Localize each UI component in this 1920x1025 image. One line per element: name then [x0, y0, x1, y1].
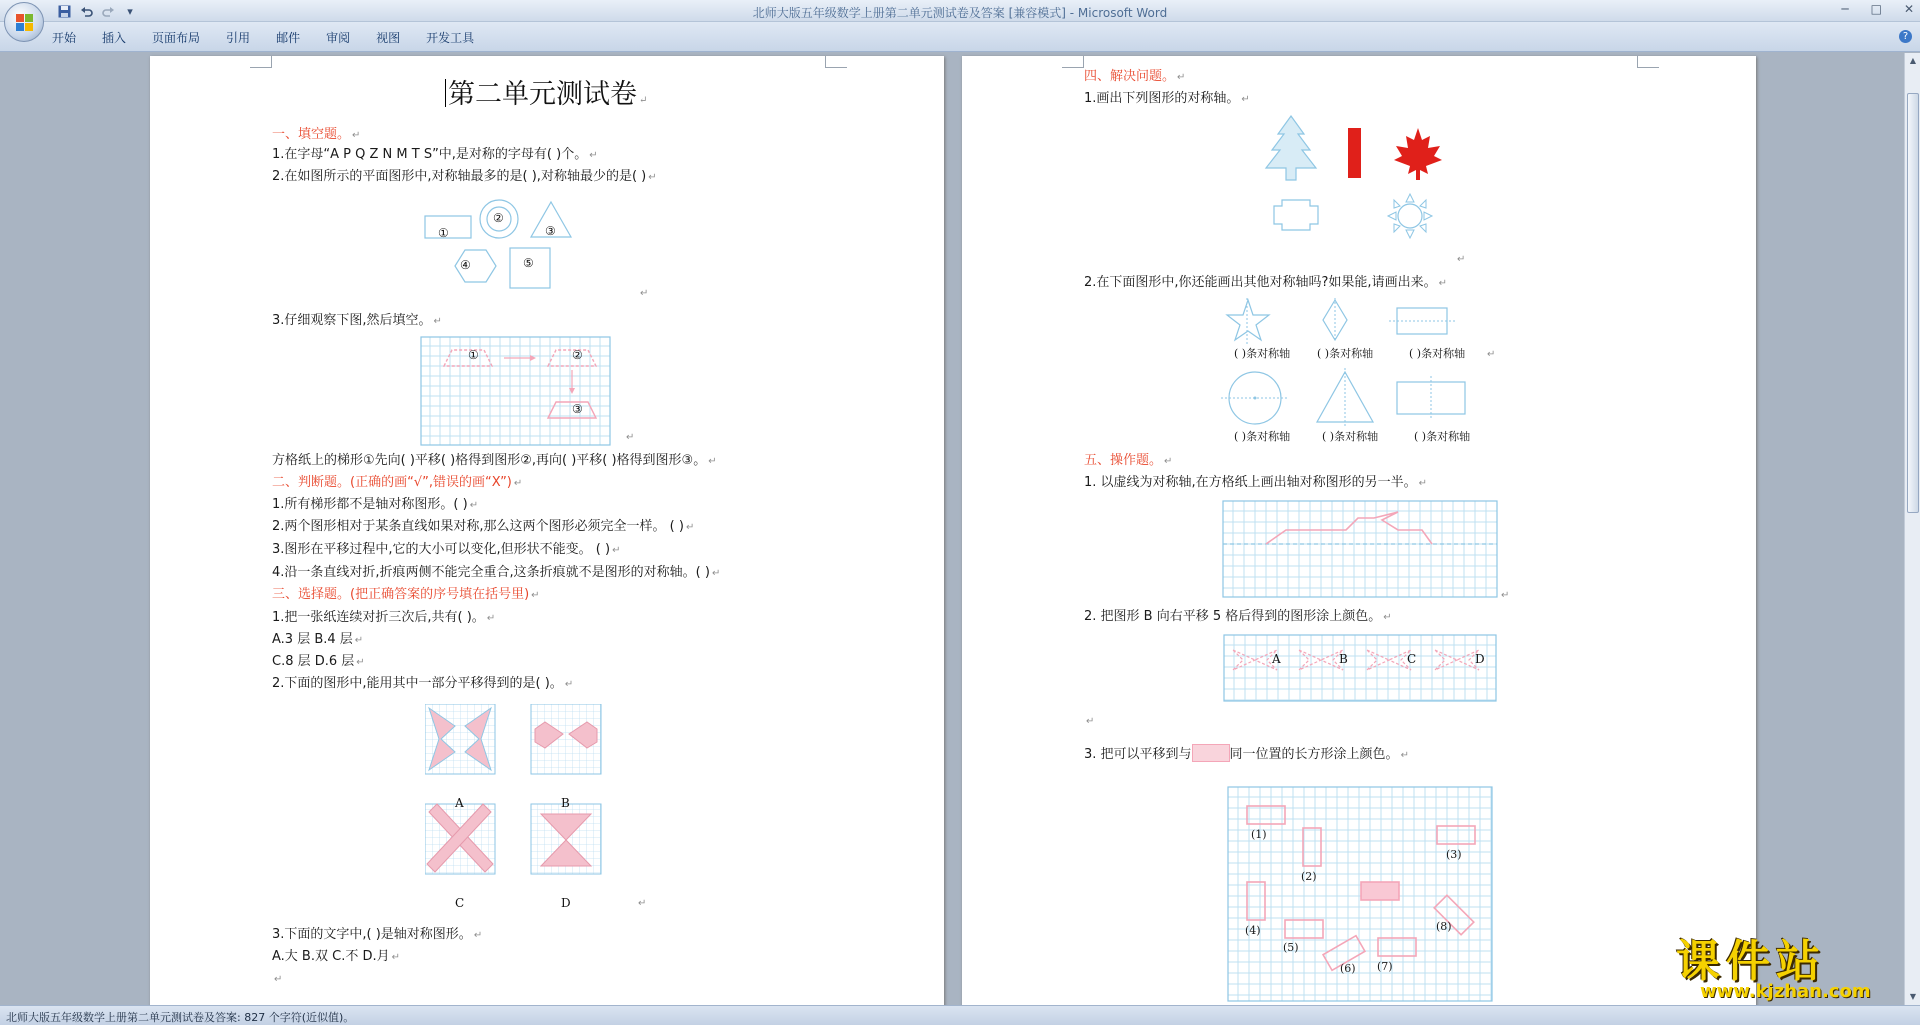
paragraph-mark-icon: ↵	[1457, 254, 1466, 265]
choice-2: 2.下面的图形中,能用其中一部分平移得到的是( )。 ↵	[272, 676, 574, 691]
rect-label-2: (2)	[1301, 870, 1317, 883]
tab-home[interactable]: 开始	[52, 31, 77, 45]
paragraph-mark-icon: ↵	[626, 432, 635, 443]
text-cursor	[445, 79, 446, 107]
operation-3: 3. 把可以平移到与 同一位置的长方形涂上颜色。 ↵	[1084, 744, 1409, 765]
axis-count-label: ( )条对称轴	[1317, 347, 1374, 360]
status-bar	[0, 1005, 1920, 1025]
choice-figure-b	[531, 704, 601, 774]
tab-mailings[interactable]: 邮件	[276, 31, 301, 45]
minimize-icon[interactable]: ─	[1841, 2, 1849, 16]
operation-1: 1. 以虚线为对称轴,在方格纸上画出轴对称图形的另一半。 ↵	[1084, 475, 1428, 490]
status-text: 北师大版五年级数学上册第二单元测试卷及答案: 827 个字符(近似值)。	[6, 1011, 355, 1024]
section-3-heading: 三、选择题。(把正确答案的序号填在括号里) ↵	[272, 587, 540, 602]
watermark-logo	[1670, 925, 1902, 1009]
star-figure	[1227, 300, 1269, 340]
paragraph-mark-icon: ↵	[274, 974, 283, 985]
symmetry-figures	[1262, 114, 1462, 264]
section-1-heading: 一、填空题。 ↵	[272, 127, 361, 142]
margin-corner	[1062, 56, 1084, 68]
rect-label-5: (5)	[1283, 941, 1299, 954]
tab-page-layout[interactable]: 页面布局	[152, 31, 201, 45]
rect-label-7: (7)	[1377, 960, 1393, 973]
axis-count-label: ( )条对称轴	[1322, 430, 1379, 443]
choice-2-figures	[425, 704, 635, 879]
rect-7	[1378, 938, 1416, 956]
translation-grid-figure	[420, 336, 620, 448]
tab-references[interactable]: 引用	[226, 31, 251, 45]
ribbon-tabs	[0, 22, 1920, 52]
choice-label-d: D	[561, 896, 571, 910]
choice-3: 3.下面的文字中,( )是轴对称图形。 ↵	[272, 927, 483, 942]
window-title: 北师大版五年级数学上册第二单元测试卷及答案 [兼容模式] - Microsoft Word	[752, 6, 1168, 20]
operation-2: 2. 把图形 B 向右平移 5 格后得到的图形涂上颜色。 ↵	[1084, 609, 1392, 624]
choice-figure-a	[425, 704, 495, 774]
rectangles-grid	[1227, 786, 1495, 1002]
section-4-heading: 四、解决问题。 ↵	[1084, 69, 1186, 84]
choice-label-c: C	[455, 896, 465, 910]
choice-figure-d	[531, 804, 601, 874]
shapes-figure	[420, 196, 590, 306]
target-rect-reference	[1361, 882, 1399, 900]
tree-figure	[1266, 116, 1316, 180]
rect-4	[1247, 882, 1265, 920]
page-title	[445, 78, 647, 118]
grid-label-3: ③	[572, 402, 583, 416]
margin-corner	[1637, 56, 1659, 68]
shape-label-3: ③	[545, 224, 556, 238]
grid-label-2: ②	[572, 348, 583, 362]
rect-2	[1303, 828, 1321, 866]
shape-label-5: ⑤	[523, 256, 534, 270]
problem-2: 2.在下面图形中,你还能画出其他对称轴吗?如果能,请画出来。 ↵	[1084, 275, 1447, 290]
paragraph-mark-icon: ↵	[1501, 590, 1510, 601]
axis-count-figures	[1217, 298, 1487, 438]
axis-count-label: ( )条对称轴	[1414, 430, 1471, 443]
choice-3-options: A.大 B.双 C.不 D.月 ↵	[272, 949, 400, 964]
margin-corner	[825, 56, 847, 68]
judge-3: 3.图形在平移过程中,它的大小可以变化,但形状不能变。 ( ) ↵	[272, 542, 621, 557]
paragraph-mark-icon: ↵	[1086, 716, 1095, 727]
rect-label-4: (4)	[1245, 924, 1261, 937]
paragraph-mark-icon: ↵	[638, 898, 647, 909]
page-2[interactable]	[962, 56, 1756, 1005]
sun-figure	[1388, 194, 1432, 238]
window-controls	[1841, 2, 1914, 16]
tab-developer[interactable]: 开发工具	[426, 31, 475, 45]
close-icon[interactable]: ✕	[1903, 2, 1914, 16]
scroll-up-icon[interactable]: ▲	[1909, 56, 1917, 65]
shape-label-2: ②	[493, 211, 504, 225]
problem-1: 1.画出下列图形的对称轴。 ↵	[1084, 91, 1250, 106]
section-2-heading: 二、判断题。(正确的画“√”,错误的画“X”) ↵	[272, 475, 523, 490]
judge-4: 4.沿一条直线对折,折痕两侧不能完全重合,这条折痕就不是图形的对称轴。( ) ↵	[272, 565, 721, 580]
tab-view[interactable]: 视图	[376, 31, 401, 45]
axis-count-label: ( )条对称轴	[1234, 430, 1291, 443]
office-button[interactable]	[4, 2, 44, 42]
paragraph-mark-icon: ↵	[640, 288, 649, 299]
translation-strip	[1223, 634, 1499, 702]
help-icon[interactable]: ?	[1899, 30, 1912, 43]
scroll-thumb[interactable]	[1907, 93, 1919, 513]
rect-label-3: (3)	[1446, 848, 1462, 861]
axis-count-label: ( )条对称轴	[1409, 347, 1466, 360]
document-area	[0, 53, 1904, 1005]
shape-label-1: ①	[438, 226, 449, 240]
choice-1: 1.把一张纸连续对折三次后,共有( )。 ↵	[272, 610, 496, 625]
office-logo-icon	[16, 14, 34, 32]
axis-count-label: ( )条对称轴	[1234, 347, 1291, 360]
paragraph-mark-icon: ↵	[1487, 349, 1496, 360]
rect-label-1: (1)	[1251, 828, 1267, 841]
watermark-url: www.kjzhan.com	[1700, 981, 1871, 1002]
page-title-text: 第二单元测试卷	[448, 79, 637, 110]
target-rectangle	[1192, 744, 1230, 762]
paragraph-mark-icon: ↵	[639, 95, 648, 106]
red-bar-figure	[1348, 128, 1361, 178]
grid-label-1: ①	[468, 348, 479, 362]
question-1-3: 3.仔细观察下图,然后填空。 ↵	[272, 313, 442, 328]
strip-label-c: C	[1407, 652, 1417, 666]
shape-label-4: ④	[460, 258, 471, 272]
section-5-heading: 五、操作题。 ↵	[1084, 453, 1173, 468]
choice-1-options-cd: C.8 层 D.6 层 ↵	[272, 654, 365, 669]
question-1-1: 1.在字母“A P Q Z N M T S”中,是对称的字母有( )个。 ↵	[272, 147, 598, 162]
title-bar	[0, 0, 1920, 22]
tab-insert[interactable]: 插入	[102, 31, 127, 45]
watermark-title: 课件站	[1676, 936, 1826, 987]
rect-label-8: (8)	[1436, 920, 1452, 933]
judge-2: 2.两个图形相对于某条直线如果对称,那么这两个图形必须完全一样。 ( ) ↵	[272, 519, 695, 534]
rect-1	[1247, 806, 1285, 824]
maximize-icon[interactable]: □	[1870, 2, 1882, 16]
judge-1: 1.所有梯形都不是轴对称图形。( ) ↵	[272, 497, 479, 512]
question-1-3-text: 方格纸上的梯形①先向( )平移( )格得到图形②,再向( )平移( )格得到图形③。 ↵	[272, 453, 717, 468]
scroll-down-icon[interactable]: ▼	[1909, 992, 1917, 1001]
cross-figure	[1274, 200, 1318, 230]
symmetry-grid	[1222, 500, 1502, 600]
qat-customize-icon[interactable]: ▾	[127, 4, 133, 18]
choice-figure-c	[425, 804, 495, 874]
page-1[interactable]	[150, 56, 944, 1005]
tab-review[interactable]: 审阅	[326, 31, 351, 45]
choice-1-options-ab: A.3 层 B.4 层 ↵	[272, 632, 364, 647]
strip-label-b: B	[1339, 652, 1348, 666]
margin-corner	[250, 56, 272, 68]
rect-label-6: (6)	[1340, 962, 1356, 975]
question-1-2: 2.在如图所示的平面图形中,对称轴最多的是( ),对称轴最少的是( ) ↵	[272, 169, 657, 184]
half-figure	[1266, 512, 1432, 544]
choice-label-a: A	[455, 796, 464, 810]
choice-label-b: B	[561, 796, 570, 810]
strip-label-a: A	[1272, 652, 1281, 666]
maple-leaf-figure	[1394, 128, 1442, 180]
strip-label-d: D	[1475, 652, 1485, 666]
vertical-scrollbar[interactable]	[1904, 53, 1920, 1005]
